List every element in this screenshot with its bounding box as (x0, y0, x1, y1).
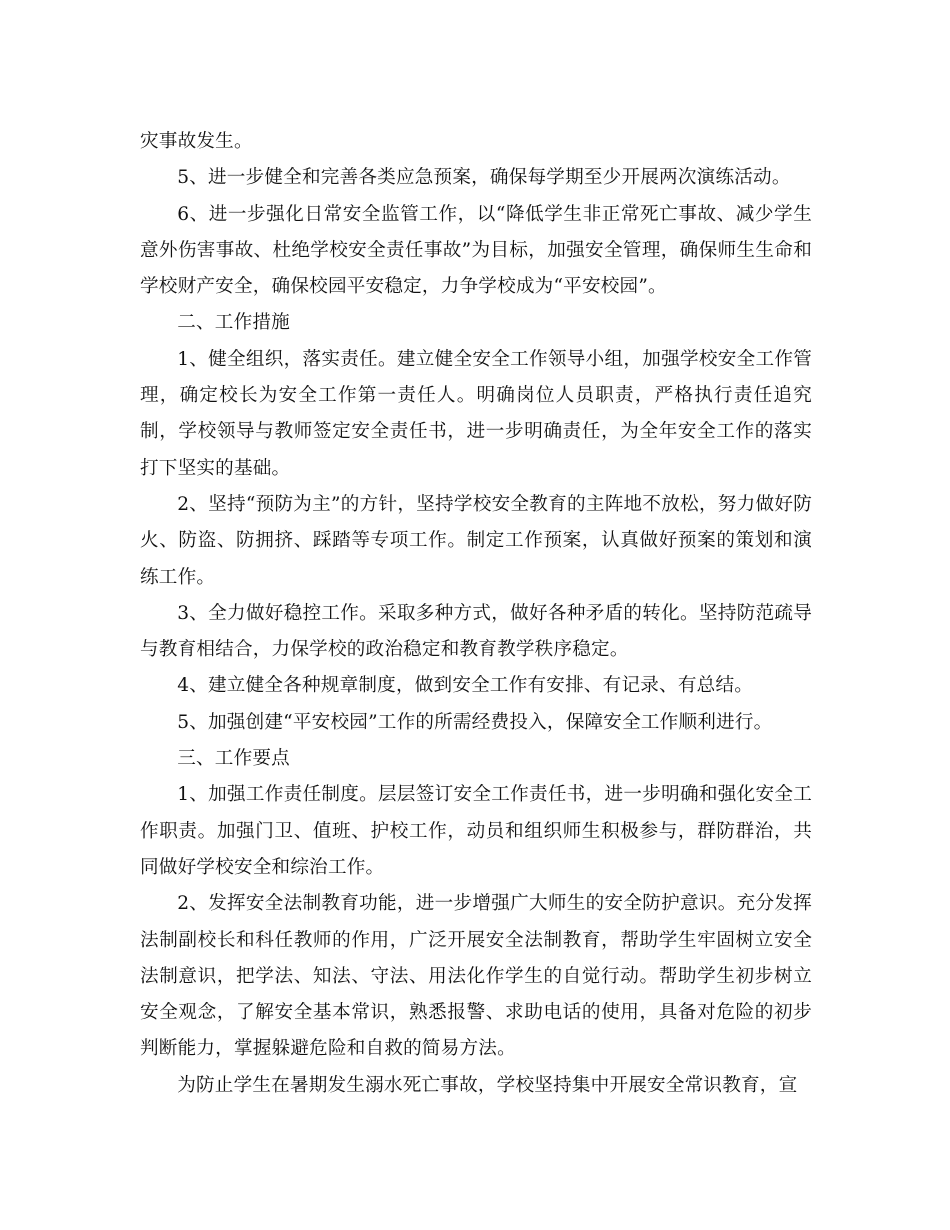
paragraph-measure-3: 3、全力做好稳控工作。采取多种方式，做好各种矛盾的转化。坚持防范疏导与教育相结合，力保学校的政治稳定和教育教学秩序稳定。 (140, 602, 812, 661)
paragraph-measure-5: 5、加强创建“平安校园”工作的所需经费投入，保障安全工作顺利进行。 (177, 711, 773, 733)
paragraph-measure-1: 1、健全组织，落实责任。建立健全安全工作领导小组，加强学校安全工作管理，确定校长为安全工作第一责任人。明确岗位人员职责，严格执行责任追究制，学校领导与教师签定安全责任书，进一步明确责任，为全年安全工作的落实打下坚实的基础。 (140, 348, 812, 479)
paragraph-measure-2: 2、坚持“预防为主”的方针，坚持学校安全教育的主阵地不放松，努力做好防火、防盗、防拥挤、踩踏等专项工作。制定工作预案，认真做好预案的策划和演练工作。 (140, 493, 812, 588)
paragraph-summer-safety: 为防止学生在暑期发生溺水死亡事故，学校坚持集中开展安全常识教育，宣 (177, 1074, 798, 1096)
paragraph-point-2: 2、发挥安全法制教育功能，进一步增强广大师生的安全防护意识。充分发挥法制副校长和科任教师的作用，广泛开展安全法制教育，帮助学生牢固树立安全法制意识，把学法、知法、守法、用法化作学生的自觉行动。帮助学生初步树立安全观念，了解安全基本常识，熟悉报警、求助电话的使用，具备对危险的初步判断能力，掌握躲避危险和自救的简易方法。 (140, 893, 812, 1060)
section-heading-work-points: 三、工作要点 (177, 748, 290, 770)
document-body (140, 124, 812, 1104)
paragraph-continuation: 灾事故发生。 (140, 131, 253, 152)
section-heading-work-measures: 二、工作措施 (177, 312, 290, 334)
paragraph-point-1: 1、加强工作责任制度。层层签订安全工作责任书，进一步明确和强化安全工作职责。加强门卫、值班、护校工作，动员和组织师生积极参与，群防群治，共同做好学校安全和综治工作。 (140, 784, 812, 878)
paragraph-item-6-safety-supervision: 6、进一步强化日常安全监管工作，以“降低学生非正常死亡事故、减少学生意外伤害事故、杜绝学校安全责任事故”为目标，加强安全管理，确保师生生命和学校财产安全，确保校园平安稳定，力争学校成为“平安校园”。 (140, 203, 812, 298)
paragraph-item-5-emergency-plans: 5、进一步健全和完善各类应急预案，确保每学期至少开展两次演练活动。 (177, 167, 791, 189)
paragraph-measure-4: 4、建立健全各种规章制度，做到安全工作有安排、有记录、有总结。 (177, 675, 754, 697)
